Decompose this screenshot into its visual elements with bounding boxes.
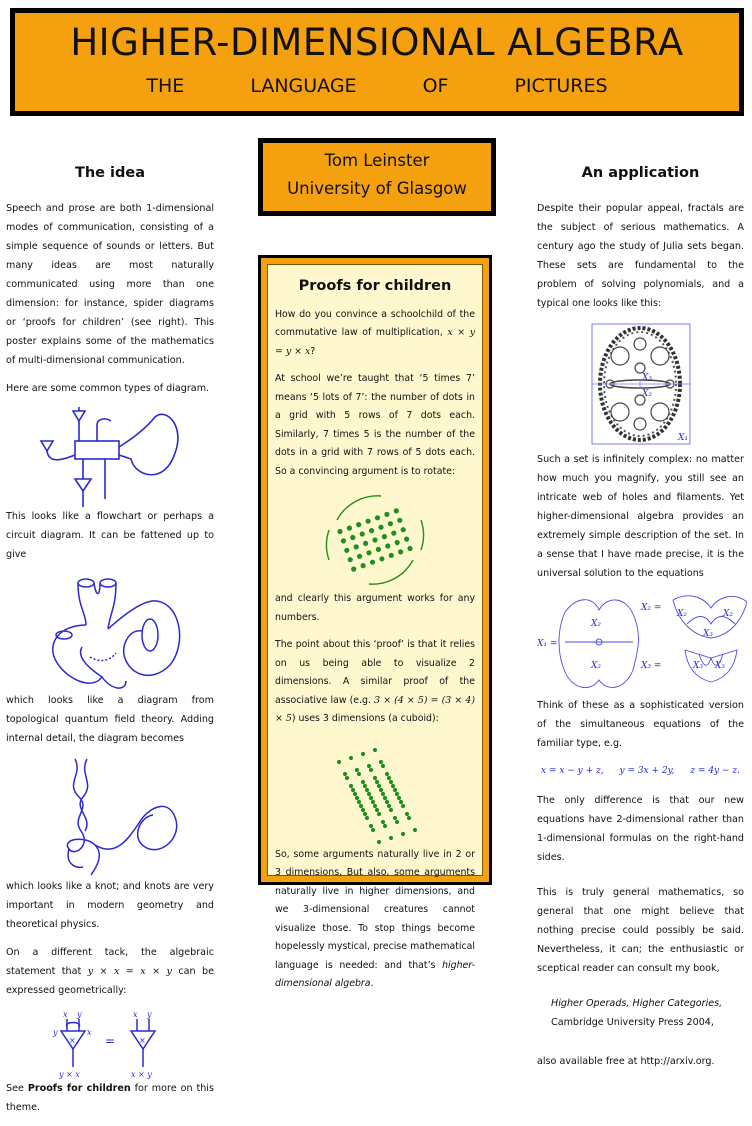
proofs-panel-inner [267, 264, 483, 989]
title-banner [10, 8, 744, 116]
cuboid-dot [379, 759, 383, 763]
grid-dot [347, 526, 352, 531]
grid-dot [366, 519, 371, 524]
label-yx: y × x [59, 1070, 80, 1079]
cuboid-dot [401, 803, 405, 807]
cuboid-dot [355, 767, 359, 771]
flowchart-diagram [35, 407, 185, 507]
label-y: y [77, 1010, 82, 1019]
cuboid-dot [373, 803, 377, 807]
idea-paragraph: Speech and prose are both 1-dimensional modes of communication, consisting of a simple sequence of sounds or letters. But many ideas are most naturally communicated using more than one dimension: for instance, spider diagrams or ‘proofs for children’ (see right). This poster explains some of the mathematics of multi-dimensional communication. [6, 203, 214, 366]
cuboid-dot [343, 771, 347, 775]
proofs-paragraph: The point about this ‘proof’ is that it relies on us being able to visualize 2 dimensions. A similar proof of the associative law (e.g. 3 × (4 × 5) = (3 × 4) × 5) uses 3 dimensions (a cuboid): [275, 639, 476, 724]
application-paragraph: also available free at http://arxiv.org. [537, 1056, 715, 1067]
grid-dot [341, 538, 346, 543]
math-expression: 3 × (4 × 5) = (3 × 4) × 5 [275, 694, 476, 724]
cuboid-dot [385, 771, 389, 775]
proofs-heading: Proofs for children [298, 278, 452, 294]
cuboid-dot [377, 811, 381, 815]
grid-dot [398, 549, 403, 554]
cuboid-dot [375, 807, 379, 811]
application-paragraph: This is truly general mathematics, so general that one might believe that nothing precise could possibly be said. Nevertheless, it can; the enthusiastic or sceptical reader can consult my book, [537, 887, 744, 974]
grid-dot [385, 543, 390, 548]
idea-paragraph: which looks like a knot; and knots are very important in modern geometry and theoretical physics. [6, 881, 214, 930]
subtitle-word: PICTURES [514, 75, 608, 97]
eq-x3: X₃ = [641, 661, 662, 671]
eq-label-x2: X₂ [591, 619, 602, 629]
subtitle-word: OF [422, 75, 449, 97]
cuboid-dot [377, 839, 381, 843]
cuboid-dot [395, 819, 399, 823]
cuboid-dot [381, 819, 385, 823]
cuboid-dot [353, 791, 357, 795]
grid-dot [354, 544, 359, 549]
proofs-paragraph: At school we’re taught that ‘5 times 7’ means ‘5 lots of 7’: the number of dots in a grid with 5 rows of 7 dots each. Similarly, 7 times 5 is the number of the dots in a grid with 7 rows of 5 dots each. So a convincing argument is to rotate: [275, 373, 475, 477]
eq-x1: X₁ = [537, 639, 558, 649]
grid-dot [391, 531, 396, 536]
emphasis-text: higher-dimensional algebra [275, 959, 476, 989]
grid-dot [375, 515, 380, 520]
grid-dot [361, 563, 366, 568]
grid-dot [376, 547, 381, 552]
cuboid-dot [393, 787, 397, 791]
cuboid-dot [365, 815, 369, 819]
cuboid-dot [369, 767, 373, 771]
grid-dot [401, 527, 406, 532]
application-paragraph: Despite their popular appeal, fractals are the subject of serious mathematics. A century ago the study of Julia sets began. These sets are fundamental to the problem of solving polynomials, and a typical one looks like this: [537, 203, 744, 309]
cuboid-dot [405, 811, 409, 815]
cuboid-dot [401, 831, 405, 835]
cuboid-dot [361, 751, 365, 755]
commutativity-diagram [45, 1009, 175, 1079]
poster-title: HIGHER-DIMENSIONAL ALGEBRA [70, 21, 684, 64]
grid-dot [369, 528, 374, 533]
proofs-paragraph: So, some arguments naturally live in 2 or 3 dimensions. But also, some arguments naturally live in higher dimensions, and we 3-dimensional creatures cannot visualize those. To stop things become hopelessly mystical, precise mathematical language is needed: and that’s higher-dimensional algebra. [275, 848, 476, 989]
grid-dot [337, 529, 342, 534]
grid-dot [360, 531, 365, 536]
eq-label-x3: X₃ [703, 629, 714, 639]
idea-paragraph: Here are some common types of diagram. [6, 383, 210, 394]
cuboid-dot [351, 787, 355, 791]
grid-dot [348, 557, 353, 562]
application-heading: An application [581, 165, 700, 181]
application-paragraph: The only difference is that our new equations have 2-dimensional rather than 1-dimensional formulas on the right-hand sides. [537, 795, 744, 863]
eq-label-x2: X₂ [723, 609, 734, 619]
grid-dot [389, 553, 394, 558]
grid-dot [379, 556, 384, 561]
eq-label-x3: X₃ [693, 661, 704, 671]
cuboid-dot [383, 795, 387, 799]
proofs-reference: Proofs for children [27, 1083, 131, 1094]
author-name: Tom Leinster [324, 151, 430, 170]
grid-dot [394, 508, 399, 513]
equation: y = 3x + 2y, [619, 766, 675, 776]
author-affiliation: University of Glasgow [287, 179, 467, 198]
cuboid-dot [363, 783, 367, 787]
grid-dot [351, 567, 356, 572]
equation: x = x − y + z, [541, 766, 604, 776]
grid-dot [404, 537, 409, 542]
eq-label-x2: X₂ [591, 661, 602, 671]
grid-dot [370, 560, 375, 565]
book-title: Higher Operads, Higher Categories, [551, 998, 723, 1009]
cuboid-dot [349, 755, 353, 759]
eq-x2: X₂ = [641, 603, 662, 613]
grid-dot [363, 541, 368, 546]
simultaneous-equations [541, 762, 740, 781]
label-x: x [87, 1028, 92, 1037]
cuboid-dot [381, 791, 385, 795]
cuboid-dot [393, 815, 397, 819]
cuboid-dot [367, 791, 371, 795]
application-paragraph: Such a set is infinitely complex: no matter how much you magnify, you still see an intricate web of holes and filaments. Yet higher-dimensional algebra provides an extremely simple description of the set. In a sense that I have made precise, it is the universal solution to the equations [537, 454, 744, 579]
subtitle-word: THE [146, 75, 185, 97]
rotating-dot-grid [315, 490, 435, 590]
cuboid-dot [357, 771, 361, 775]
label-equals: = [105, 1034, 116, 1048]
poster-subtitle [15, 75, 739, 97]
label-x2: X₂ [641, 389, 652, 399]
julia-equations-diagram [537, 592, 747, 696]
cuboid-dot [391, 783, 395, 787]
cuboid-dot [413, 827, 417, 831]
label-times: × [69, 1036, 76, 1045]
right-column [537, 150, 744, 1080]
grid-dot [384, 512, 389, 517]
cuboid-dot [349, 783, 353, 787]
equation: z = 4y − z. [690, 766, 740, 776]
application-paragraph: Think of these as a sophisticated version of the simultaneous equations of the familiar type, e.g. [537, 700, 744, 749]
eq-label-x3: X₃ [715, 661, 726, 671]
cuboid-dot [381, 763, 385, 767]
cuboid-dot [359, 803, 363, 807]
grid-dot [378, 525, 383, 530]
cuboid-dot [383, 823, 387, 827]
cuboid-dot [395, 791, 399, 795]
grid-dot [344, 548, 349, 553]
cuboid-dot [345, 775, 349, 779]
cuboid-dot [385, 799, 389, 803]
idea-heading: The idea [74, 165, 146, 181]
julia-set-fractal [590, 322, 692, 450]
label-y: y [53, 1028, 58, 1037]
cuboid-dot [355, 795, 359, 799]
label-times: × [139, 1036, 146, 1045]
idea-paragraph: See Proofs for children for more on this theme. [6, 1083, 214, 1113]
grid-dot [382, 534, 387, 539]
idea-paragraph: On a different tack, the algebraic statement that y × x = x × y can be expressed geometrically: [6, 947, 215, 996]
proofs-panel [258, 255, 492, 989]
cuboid-dot [397, 795, 401, 799]
label-xy: x × y [131, 1070, 152, 1079]
cuboid-dot [363, 811, 367, 815]
cuboid-dot [379, 787, 383, 791]
tqft-surface-diagram [30, 573, 190, 691]
cuboid-dot [387, 803, 391, 807]
author-box [258, 138, 496, 216]
cuboid-dot [357, 799, 361, 803]
label-y: y [147, 1010, 152, 1019]
cuboid-dot [365, 787, 369, 791]
cuboid-dot [371, 799, 375, 803]
cuboid-dot [369, 795, 373, 799]
idea-paragraph: which looks like a diagram from topological quantum field theory. Adding internal detail, the diagram becomes [6, 695, 214, 744]
cuboid-dot [337, 759, 341, 763]
math-expression: x × y = y × x [275, 327, 475, 357]
grid-dot [395, 540, 400, 545]
cuboid-dot [361, 807, 365, 811]
subtitle-word: LANGUAGE [250, 75, 357, 97]
cuboid-dot [361, 779, 365, 783]
label-x1: X₁ [677, 433, 688, 443]
grid-dot [372, 537, 377, 542]
cuboid-dot [387, 775, 391, 779]
math-expression: y × x = x × y [87, 966, 172, 977]
grid-dot [407, 546, 412, 551]
left-column [6, 150, 214, 1126]
label-x: x [63, 1010, 68, 1019]
cuboid-dot [389, 835, 393, 839]
cuboid-dot [407, 815, 411, 819]
cuboid-dot [369, 823, 373, 827]
label-x3: X₃ [641, 373, 652, 383]
grid-dot [357, 554, 362, 559]
label-x: x [133, 1010, 138, 1019]
grid-dot [388, 521, 393, 526]
proofs-paragraph: How do you convince a schoolchild of the commutative law of multiplication, x × y = y × x? [275, 308, 475, 357]
grid-dot [397, 518, 402, 523]
knot-diagram [35, 757, 185, 877]
cuboid-dot [367, 763, 371, 767]
idea-paragraph: This looks like a flowchart or perhaps a circuit diagram. It can be fattened up to give [6, 511, 214, 560]
cuboid-dot-grid [315, 738, 435, 846]
cuboid-dot [373, 775, 377, 779]
cuboid-dot [375, 779, 379, 783]
cuboid-dot [389, 779, 393, 783]
cuboid-dot [373, 747, 377, 751]
cuboid-dot [377, 783, 381, 787]
book-publisher: Cambridge University Press 2004, [551, 1017, 714, 1028]
eq-label-x2: X₂ [677, 609, 688, 619]
grid-dot [366, 550, 371, 555]
cuboid-dot [389, 807, 393, 811]
grid-dot [350, 535, 355, 540]
cuboid-dot [371, 827, 375, 831]
cuboid-dot [399, 799, 403, 803]
proofs-paragraph: and clearly this argument works for any numbers. [275, 593, 475, 623]
grid-dot [356, 522, 361, 527]
